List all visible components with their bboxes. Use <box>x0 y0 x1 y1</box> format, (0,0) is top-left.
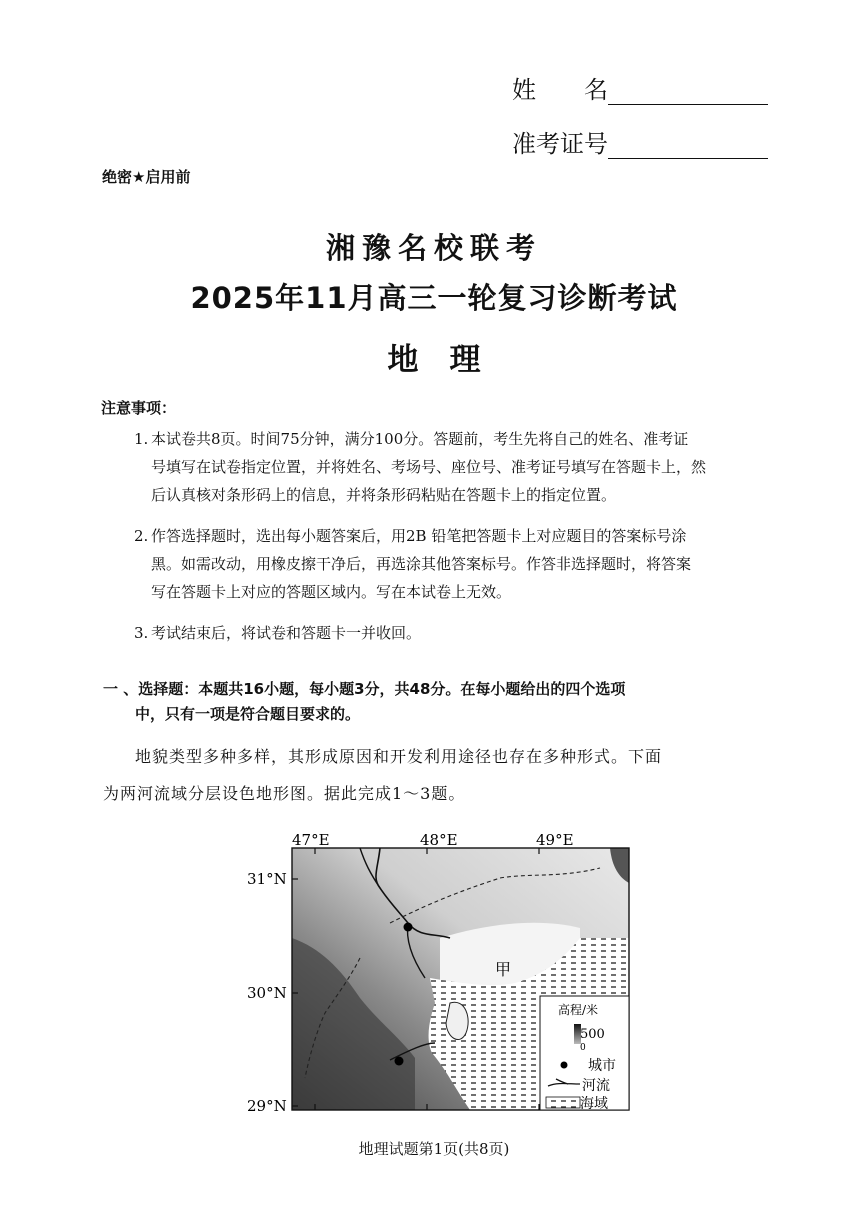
name-label: 姓 名 <box>512 76 608 104</box>
name-blank <box>608 80 768 105</box>
exam-title-line1: 湘豫名校联考 <box>325 231 542 265</box>
notice-item <box>134 522 784 606</box>
notice-item <box>134 619 784 647</box>
latitude-label: 30°N <box>247 984 287 1002</box>
notice-line: 作答选择题时，选出每小题答案后，用2B 铅笔把答题卡上对应题目的答案标号涂 <box>151 527 687 545</box>
subject-title: 地 理 <box>387 342 481 378</box>
notice-item-number: 3. <box>134 624 149 642</box>
longitude-label: 49°E <box>536 831 574 849</box>
legend-city-label: 城市 <box>588 1058 616 1074</box>
confidential-mark: 绝密★启用前 <box>102 168 191 186</box>
exam-id-blank <box>608 134 768 159</box>
topographic-map <box>240 828 640 1118</box>
exam-id-label: 准考证号 <box>512 130 608 158</box>
legend-elev-low: 0 <box>580 1043 586 1053</box>
section-heading-line: 中，只有一项是符合题目要求的。 <box>135 705 361 723</box>
city-dot <box>395 1057 404 1066</box>
page-footer: 地理试题第1页(共8页) <box>358 1140 510 1158</box>
legend-sea-icon <box>546 1097 580 1108</box>
notice-item-number: 2. <box>134 527 149 545</box>
notice-line: 号填写在试卷指定位置，并将姓名、考场号、座位号、准考证号填写在答题卡上，然 <box>151 458 707 476</box>
island <box>446 1002 468 1039</box>
legend-title: 高程/米 <box>558 1003 599 1017</box>
exam-id-field-row <box>512 124 768 159</box>
notice-line: 本试卷共8页。时间75分钟，满分100分。答题前，考生先将自己的姓名、准考证 <box>151 430 689 448</box>
notice-line: 写在答题卡上对应的答题区域内。写在本试卷上无效。 <box>151 583 512 601</box>
legend-city-icon <box>561 1062 568 1069</box>
intro-line: 为两河流域分层设色地形图。据此完成1～3题。 <box>103 784 466 803</box>
notice-line: 考试结束后，将试卷和答题卡一并收回。 <box>151 624 422 642</box>
question-intro <box>103 738 793 812</box>
legend-river-label: 河流 <box>582 1078 610 1094</box>
legend-elev-high: 500 <box>580 1027 605 1042</box>
map-legend <box>540 996 629 1112</box>
city-dot <box>404 923 413 932</box>
place-label: 甲 <box>495 960 512 979</box>
legend-sea-label: 海域 <box>580 1096 608 1112</box>
notice-line: 后认真核对条形码上的信息，并将条形码粘贴在答题卡上的指定位置。 <box>151 486 617 504</box>
notice-item <box>134 425 784 509</box>
section-heading-line: 一 、选择题：本题共16小题，每小题3分，共48分。在每小题给出的四个选项 <box>103 680 626 698</box>
name-field-row <box>512 70 768 105</box>
longitude-label: 47°E <box>292 831 330 849</box>
notice-heading: 注意事项： <box>101 399 177 417</box>
longitude-label: 48°E <box>420 831 458 849</box>
notice-line: 黑。如需改动，用橡皮擦干净后，再选涂其他答案标号。作答非选择题时，将答案 <box>151 555 692 573</box>
exam-title-line2: 2025年11月高三一轮复习诊断考试 <box>190 281 678 315</box>
latitude-label: 31°N <box>247 870 287 888</box>
section-heading <box>103 677 783 727</box>
latitude-label: 29°N <box>247 1097 287 1115</box>
notice-item-number: 1. <box>134 430 149 448</box>
intro-line: 地貌类型多种多样，其形成原因和开发利用途径也存在多种形式。下面 <box>135 747 663 766</box>
